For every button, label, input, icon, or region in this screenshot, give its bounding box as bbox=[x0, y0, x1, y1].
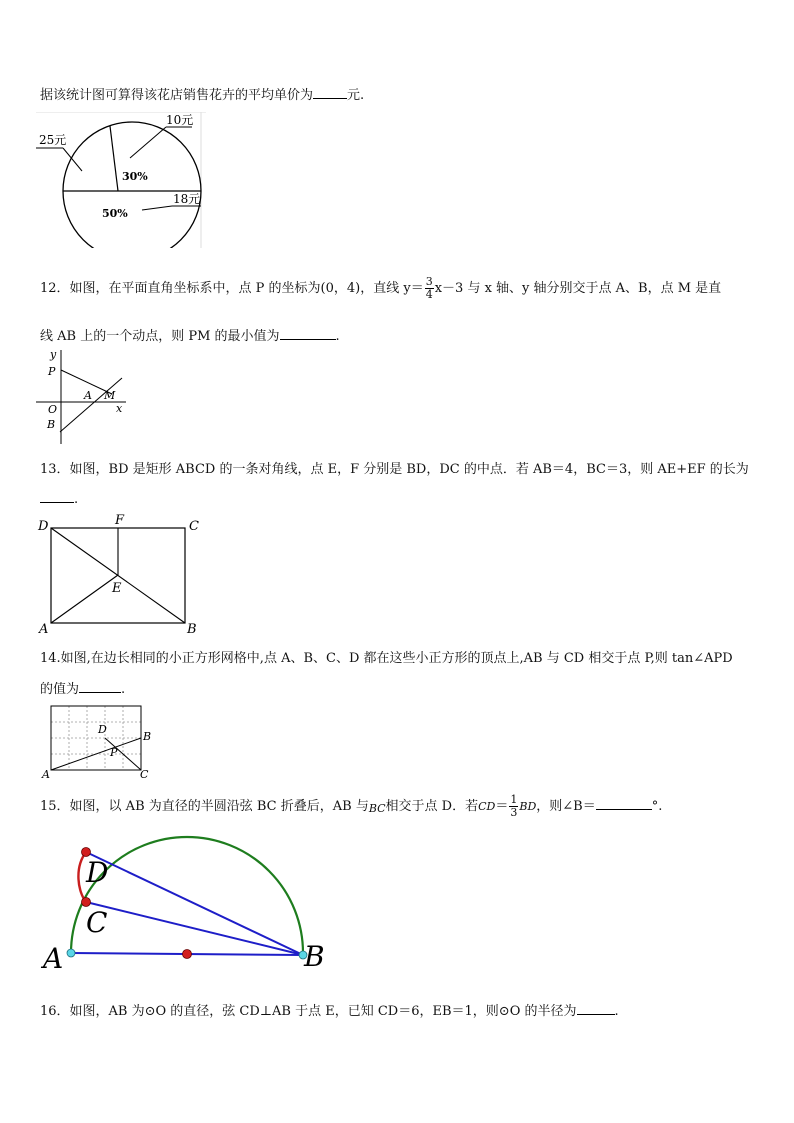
pie-chart bbox=[36, 112, 206, 248]
chord-CB bbox=[86, 902, 303, 955]
q11-text bbox=[40, 84, 364, 103]
q12-figure bbox=[36, 348, 136, 446]
label-D: D bbox=[38, 519, 49, 534]
pie-pct-30: 30% bbox=[122, 170, 148, 183]
arc-BD: BD bbox=[519, 800, 537, 813]
point-center bbox=[183, 950, 192, 959]
answer-blank[interactable] bbox=[313, 86, 347, 99]
pie-divider-2 bbox=[110, 126, 118, 191]
label-M: M bbox=[104, 389, 116, 402]
grid bbox=[51, 706, 141, 770]
pie-circle bbox=[63, 122, 201, 248]
q15-text-a: 15．如图，以 AB 为直径的半圆沿弦 BC 折叠后，AB 与 bbox=[40, 799, 369, 814]
label-B: B bbox=[187, 622, 197, 636]
q14-end: . bbox=[121, 682, 126, 697]
label-C: C bbox=[86, 906, 108, 939]
q16-end: . bbox=[614, 1004, 619, 1019]
label-A: A bbox=[39, 622, 49, 636]
label-B: B bbox=[47, 418, 56, 431]
q15-end: °. bbox=[651, 799, 663, 814]
q15-text-c: ，则∠B＝ bbox=[536, 799, 596, 814]
q11-prompt: 据该统计图可算得该花店销售花卉的平均单价为 bbox=[40, 88, 314, 103]
q12-text-c: 线 AB 上的一个动点，则 PM 的最小值为 bbox=[40, 329, 280, 344]
label-P: P bbox=[110, 746, 118, 759]
label-O: O bbox=[48, 403, 58, 416]
label-B: B bbox=[304, 940, 325, 973]
q12-fraction bbox=[425, 276, 434, 301]
q13-line1 bbox=[40, 458, 749, 477]
label-x: x bbox=[116, 402, 123, 415]
label-A: A bbox=[84, 389, 92, 402]
answer-blank[interactable] bbox=[596, 797, 652, 810]
q12-text-b: x－3 与 x 轴、y 轴分别交于点 A、B，点 M 是直 bbox=[434, 281, 722, 296]
answer-blank[interactable] bbox=[280, 327, 336, 340]
q15-figure bbox=[40, 830, 340, 976]
pie-pct-50: 50% bbox=[102, 207, 128, 220]
pie-label-18: 18元 bbox=[173, 192, 201, 206]
q14-figure bbox=[36, 702, 166, 782]
arc-BC: BC bbox=[368, 802, 386, 815]
label-D: D bbox=[86, 856, 109, 889]
point-A bbox=[67, 949, 75, 957]
label-F: F bbox=[115, 513, 125, 528]
label-C: C bbox=[140, 768, 149, 781]
frac-denominator: 4 bbox=[425, 288, 433, 301]
q15-eq: ＝ bbox=[495, 799, 509, 814]
q14-line1 bbox=[40, 647, 733, 666]
answer-blank[interactable] bbox=[40, 490, 74, 503]
pie-label-10: 10元 bbox=[166, 113, 194, 127]
frac-numerator: 1 bbox=[510, 793, 518, 806]
label-A: A bbox=[42, 768, 50, 781]
label-A: A bbox=[43, 942, 64, 975]
q12-text-a: 12．如图，在平面直角坐标系中，点 P 的坐标为(0，4)，直线 y＝ bbox=[40, 281, 424, 296]
q12-line1 bbox=[40, 276, 721, 301]
answer-blank[interactable] bbox=[79, 680, 121, 693]
q13-end: . bbox=[74, 492, 79, 507]
label-E: E bbox=[112, 581, 122, 596]
q14-text: 14.如图,在边长相同的小正方形网格中,点 A、B、C、D 都在这些小正方形的顶点上,AB 与 CD 相交于点 P,则 tan∠APD bbox=[40, 651, 733, 666]
q13-text: 13．如图，BD 是矩形 ABCD 的一条对角线，点 E，F 分别是 BD，DC 的中点．若 AB＝4，BC＝3，则 AE+EF 的长为 bbox=[40, 462, 749, 477]
chord-DB bbox=[86, 852, 303, 955]
q11-tail: 元. bbox=[347, 88, 365, 103]
frac-denominator: 3 bbox=[510, 806, 518, 819]
q12-line2 bbox=[40, 325, 340, 344]
q16-text: 16．如图，AB 为⊙O 的直径，弦 CD⊥AB 于点 E，已知 CD＝6，EB＝1，则⊙O 的半径为 bbox=[40, 1004, 577, 1019]
q13-figure bbox=[36, 512, 206, 636]
label-B: B bbox=[143, 730, 152, 743]
q15-text-b: 相交于点 D．若 bbox=[385, 799, 479, 814]
label-D: D bbox=[98, 723, 107, 736]
q12-end: . bbox=[335, 329, 340, 344]
folded-arc bbox=[78, 852, 86, 902]
q14-text-b: 的值为 bbox=[40, 682, 80, 697]
q16-line bbox=[40, 1000, 619, 1019]
label-y: y bbox=[50, 348, 57, 361]
q15-fraction bbox=[509, 794, 518, 819]
label-C: C bbox=[189, 519, 199, 534]
answer-blank[interactable] bbox=[577, 1002, 615, 1015]
label-P: P bbox=[48, 365, 56, 378]
pie-label-25: 25元 bbox=[39, 133, 67, 147]
q14-line2 bbox=[40, 678, 125, 697]
arc-CD: CD bbox=[478, 800, 496, 813]
frac-numerator: 3 bbox=[425, 275, 433, 288]
q13-line2 bbox=[40, 490, 78, 507]
q15-line bbox=[40, 794, 662, 819]
